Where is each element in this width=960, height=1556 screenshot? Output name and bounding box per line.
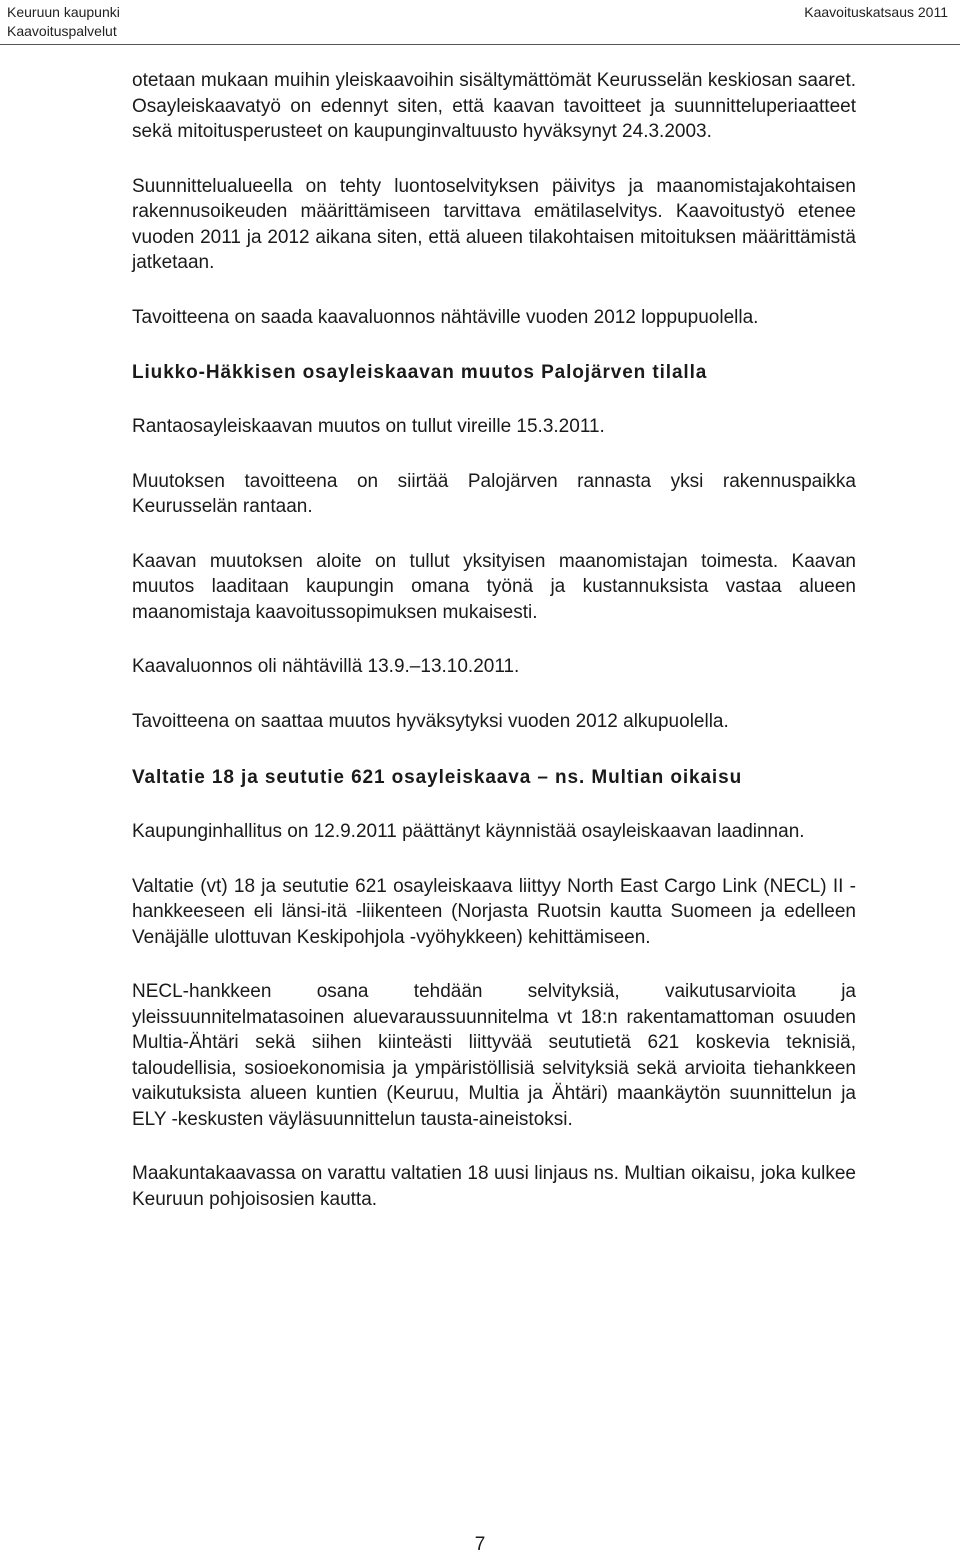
header-city: Keuruun kaupunki bbox=[7, 4, 120, 20]
page-number: 7 bbox=[474, 1534, 486, 1555]
paragraph-goal-draft: Tavoitteena on saada kaavaluonnos nähtäville vuoden 2012 loppupuolella. bbox=[132, 306, 759, 328]
paragraph-necl-link: Valtatie (vt) 18 ja seututie 621 osayleiskaava liittyy North East Cargo Link (NECL) II -hankkeeseen eli länsi-itä -liikenteen (Norjasta Ruotsin kautta Suomeen ja edelleen Venäjälle ulottuvan Keskipohjola -vyöhykkeen) kehittämiseen. bbox=[132, 875, 856, 948]
paragraph-regional-plan: Maakuntakaavassa on varattu valtatien 18 uusi linjaus ns. Multian oikaisu, joka kulkee Keuruun pohjoisosien kautta. bbox=[132, 1163, 856, 1210]
paragraph-change-goal: Muutoksen tavoitteena on siirtää Palojärven rannasta yksi rakennuspaikka Keurusselän rantaan. bbox=[132, 470, 856, 517]
document-body bbox=[132, 68, 856, 1212]
paragraph-initiated: Rantaosayleiskaavan muutos on tullut vireille 15.3.2011. bbox=[132, 416, 605, 437]
section-heading-multian-oikaisu: Valtatie 18 ja seututie 621 osayleiskaava – ns. Multian oikaisu bbox=[132, 767, 743, 788]
paragraph-survey: Suunnittelualueella on tehty luontoselvityksen päivitys ja maanomistajakohtaisen rakennusoikeuden määrittämiseen tarvittava emätilaselvitys. Kaavoitustyö etenee vuoden 2011 ja 2012 aikana siten, että alueen tilakohtaisen mitoituksen määrittämistä jatketaan. bbox=[132, 175, 856, 273]
paragraph-change-initiative: Kaavan muutoksen aloite on tullut yksityisen maanomistajan toimesta. Kaavan muutos laaditaan kaupungin omana työnä ja kustannuksista vastaa alueen maanomistaja kaavoitussopimuksen mukaisesti. bbox=[132, 550, 856, 623]
paragraph-approval-goal: Tavoitteena on saattaa muutos hyväksytyksi vuoden 2012 alkupuolella. bbox=[132, 710, 729, 732]
paragraph-continuation: otetaan mukaan muihin yleiskaavoihin sisältymättömät Keurusselän keskiosan saaret. Osayleiskaavatyö on edennyt siten, että kaavan tavoitteet ja suunnitteluperiaatteet sekä mitoitusperusteet on kaupunginvaltuusto hyväksynyt 24.3.2003. bbox=[132, 70, 856, 142]
paragraph-draft-displayed: Kaavaluonnos oli nähtävillä 13.9.–13.10.2011. bbox=[132, 656, 520, 677]
section-heading-liukko-hakkinen: Liukko-Häkkisen osayleiskaavan muutos Palojärven tilalla bbox=[132, 362, 708, 383]
header-divider bbox=[0, 44, 960, 45]
paragraph-necl-studies: NECL-hankkeen osana tehdään selvityksiä, vaikutusarvioita ja yleissuunnitelmatasoinen aluevaraussuunnitelma vt 18:n rakentamattoman osuuden Multia-Ähtäri sekä siihen kiinteästi liittyvää seututietä 621 koskevia teknisiä, taloudellisia, sosioekonomisia ja ympäristöllisiä selvityksiä sekä arvioita tiehankkeen vaikutuksista alueen kuntien (Keuruu, Multia ja Ähtäri) maankäytön suunnittelun ja ELY -keskusten väyläsuunnittelun tausta-aineistoksi. bbox=[132, 981, 856, 1130]
paragraph-council-decision: Kaupunginhallitus on 12.9.2011 päättänyt käynnistää osayleiskaavan laadinnan. bbox=[132, 821, 805, 842]
header-organization bbox=[7, 3, 120, 41]
header-department: Kaavoituspalvelut bbox=[7, 23, 117, 39]
header-document-title: Kaavoituskatsaus 2011 bbox=[804, 4, 948, 20]
